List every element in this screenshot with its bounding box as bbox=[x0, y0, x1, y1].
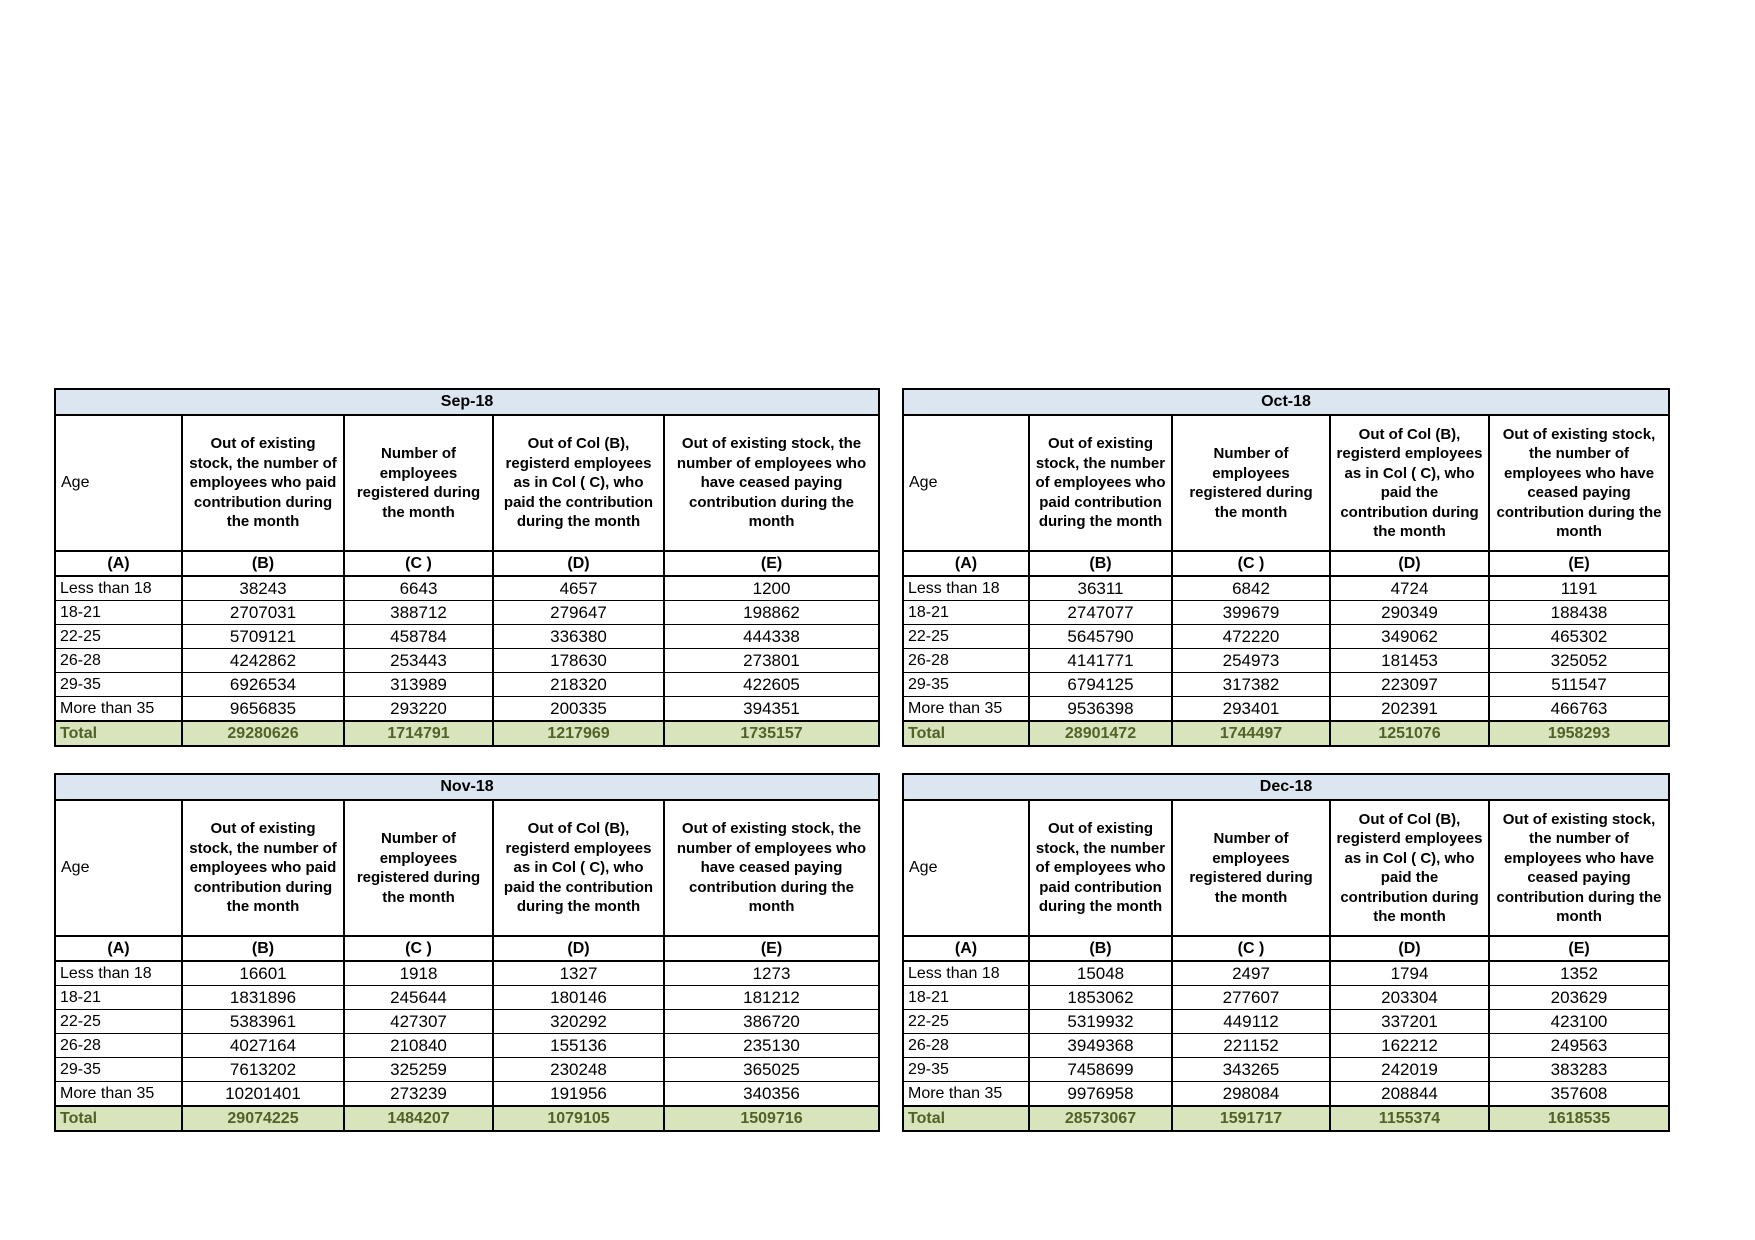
value-cell: 1352 bbox=[1489, 961, 1669, 986]
total-value: 1618535 bbox=[1489, 1106, 1669, 1131]
col-letter-b: (B) bbox=[1029, 551, 1172, 576]
value-cell: 349062 bbox=[1330, 625, 1489, 649]
table-row bbox=[55, 1010, 879, 1034]
col-letter-c: (C ) bbox=[344, 551, 493, 576]
table-title: Dec-18 bbox=[903, 774, 1669, 800]
value-cell: 2497 bbox=[1172, 961, 1330, 986]
col-letter-c: (C ) bbox=[1172, 936, 1330, 961]
value-cell: 293401 bbox=[1172, 697, 1330, 722]
total-value: 1217969 bbox=[493, 721, 664, 746]
value-cell: 277607 bbox=[1172, 986, 1330, 1010]
col-letter-d: (D) bbox=[493, 551, 664, 576]
col-letter-a: (A) bbox=[903, 936, 1029, 961]
age-label: 29-35 bbox=[903, 1058, 1029, 1082]
table-row bbox=[903, 697, 1669, 722]
total-value: 28901472 bbox=[1029, 721, 1172, 746]
age-label: Less than 18 bbox=[55, 576, 182, 601]
total-value: 1251076 bbox=[1330, 721, 1489, 746]
total-value: 29074225 bbox=[182, 1106, 344, 1131]
data-table bbox=[54, 773, 880, 1132]
age-label: Less than 18 bbox=[55, 961, 182, 986]
value-cell: 320292 bbox=[493, 1010, 664, 1034]
value-cell: 465302 bbox=[1489, 625, 1669, 649]
value-cell: 273239 bbox=[344, 1082, 493, 1107]
table-row bbox=[903, 1082, 1669, 1107]
col-header-e: Out of existing stock, the number of employees who have ceased paying contribution during the month bbox=[664, 415, 879, 551]
age-label: More than 35 bbox=[55, 697, 182, 722]
value-cell: 365025 bbox=[664, 1058, 879, 1082]
value-cell: 178630 bbox=[493, 649, 664, 673]
col-header-b: Out of existing stock, the number of employees who paid contribution during the month bbox=[182, 415, 344, 551]
value-cell: 3949368 bbox=[1029, 1034, 1172, 1058]
value-cell: 249563 bbox=[1489, 1034, 1669, 1058]
table-row bbox=[55, 673, 879, 697]
col-header-b: Out of existing stock, the number of employees who paid contribution during the month bbox=[182, 800, 344, 936]
col-header-c: Number of employees registered during the month bbox=[344, 415, 493, 551]
value-cell: 9536398 bbox=[1029, 697, 1172, 722]
table-row bbox=[903, 601, 1669, 625]
value-cell: 422605 bbox=[664, 673, 879, 697]
value-cell: 245644 bbox=[344, 986, 493, 1010]
value-cell: 203304 bbox=[1330, 986, 1489, 1010]
col-header-c: Number of employees registered during the month bbox=[1172, 800, 1330, 936]
value-cell: 325052 bbox=[1489, 649, 1669, 673]
value-cell: 298084 bbox=[1172, 1082, 1330, 1107]
col-letter-e: (E) bbox=[1489, 551, 1669, 576]
col-letter-e: (E) bbox=[664, 936, 879, 961]
value-cell: 38243 bbox=[182, 576, 344, 601]
value-cell: 208844 bbox=[1330, 1082, 1489, 1107]
table-row bbox=[55, 697, 879, 722]
age-label: Less than 18 bbox=[903, 961, 1029, 986]
value-cell: 383283 bbox=[1489, 1058, 1669, 1082]
age-label: 22-25 bbox=[55, 1010, 182, 1034]
value-cell: 188438 bbox=[1489, 601, 1669, 625]
age-label: 18-21 bbox=[55, 986, 182, 1010]
total-value: 1958293 bbox=[1489, 721, 1669, 746]
table-row bbox=[903, 986, 1669, 1010]
value-cell: 203629 bbox=[1489, 986, 1669, 1010]
col-header-d: Out of Col (B), registerd employees as in Col ( C), who paid the contribution during the month bbox=[493, 415, 664, 551]
total-value: 1484207 bbox=[344, 1106, 493, 1131]
total-label: Total bbox=[903, 721, 1029, 746]
value-cell: 16601 bbox=[182, 961, 344, 986]
value-cell: 343265 bbox=[1172, 1058, 1330, 1082]
value-cell: 181212 bbox=[664, 986, 879, 1010]
col-letter-e: (E) bbox=[1489, 936, 1669, 961]
table-row bbox=[55, 601, 879, 625]
table-row bbox=[903, 961, 1669, 986]
age-label: 26-28 bbox=[55, 1034, 182, 1058]
total-value: 1735157 bbox=[664, 721, 879, 746]
total-value: 1591717 bbox=[1172, 1106, 1330, 1131]
total-row bbox=[55, 1106, 879, 1131]
value-cell: 5319932 bbox=[1029, 1010, 1172, 1034]
value-cell: 357608 bbox=[1489, 1082, 1669, 1107]
total-row bbox=[55, 721, 879, 746]
value-cell: 162212 bbox=[1330, 1034, 1489, 1058]
value-cell: 293220 bbox=[344, 697, 493, 722]
value-cell: 235130 bbox=[664, 1034, 879, 1058]
value-cell: 511547 bbox=[1489, 673, 1669, 697]
table-row bbox=[55, 1034, 879, 1058]
age-label: More than 35 bbox=[903, 1082, 1029, 1107]
value-cell: 1200 bbox=[664, 576, 879, 601]
col-header-age: Age bbox=[903, 800, 1029, 936]
table-row bbox=[55, 961, 879, 986]
data-table bbox=[54, 388, 880, 747]
total-row bbox=[903, 1106, 1669, 1131]
month-table-dec18 bbox=[902, 773, 1668, 1132]
value-cell: 5383961 bbox=[182, 1010, 344, 1034]
table-title: Oct-18 bbox=[903, 389, 1669, 415]
value-cell: 273801 bbox=[664, 649, 879, 673]
col-header-c: Number of employees registered during the month bbox=[344, 800, 493, 936]
col-header-c: Number of employees registered during the month bbox=[1172, 415, 1330, 551]
value-cell: 1327 bbox=[493, 961, 664, 986]
value-cell: 218320 bbox=[493, 673, 664, 697]
col-header-d: Out of Col (B), registerd employees as in Col ( C), who paid the contribution during the month bbox=[1330, 800, 1489, 936]
value-cell: 200335 bbox=[493, 697, 664, 722]
value-cell: 458784 bbox=[344, 625, 493, 649]
table-row bbox=[55, 649, 879, 673]
col-header-b: Out of existing stock, the number of employees who paid contribution during the month bbox=[1029, 800, 1172, 936]
value-cell: 4027164 bbox=[182, 1034, 344, 1058]
col-header-age: Age bbox=[55, 800, 182, 936]
data-table bbox=[902, 388, 1670, 747]
total-row bbox=[903, 721, 1669, 746]
value-cell: 181453 bbox=[1330, 649, 1489, 673]
value-cell: 290349 bbox=[1330, 601, 1489, 625]
value-cell: 7613202 bbox=[182, 1058, 344, 1082]
table-row bbox=[903, 673, 1669, 697]
value-cell: 9656835 bbox=[182, 697, 344, 722]
age-label: 26-28 bbox=[903, 649, 1029, 673]
value-cell: 4724 bbox=[1330, 576, 1489, 601]
table-title: Sep-18 bbox=[55, 389, 879, 415]
total-value: 29280626 bbox=[182, 721, 344, 746]
value-cell: 191956 bbox=[493, 1082, 664, 1107]
value-cell: 340356 bbox=[664, 1082, 879, 1107]
value-cell: 337201 bbox=[1330, 1010, 1489, 1034]
age-label: 29-35 bbox=[55, 1058, 182, 1082]
report-content bbox=[54, 388, 1668, 1132]
total-label: Total bbox=[903, 1106, 1029, 1131]
value-cell: 4242862 bbox=[182, 649, 344, 673]
col-letter-d: (D) bbox=[493, 936, 664, 961]
value-cell: 386720 bbox=[664, 1010, 879, 1034]
table-row bbox=[55, 576, 879, 601]
value-cell: 4657 bbox=[493, 576, 664, 601]
total-value: 1744497 bbox=[1172, 721, 1330, 746]
age-label: 26-28 bbox=[55, 649, 182, 673]
age-label: 18-21 bbox=[903, 986, 1029, 1010]
col-letter-a: (A) bbox=[55, 936, 182, 961]
value-cell: 7458699 bbox=[1029, 1058, 1172, 1082]
value-cell: 325259 bbox=[344, 1058, 493, 1082]
value-cell: 444338 bbox=[664, 625, 879, 649]
age-label: More than 35 bbox=[903, 697, 1029, 722]
age-label: 18-21 bbox=[55, 601, 182, 625]
value-cell: 449112 bbox=[1172, 1010, 1330, 1034]
value-cell: 336380 bbox=[493, 625, 664, 649]
value-cell: 198862 bbox=[664, 601, 879, 625]
value-cell: 180146 bbox=[493, 986, 664, 1010]
month-table-sep18 bbox=[54, 388, 878, 747]
table-row bbox=[55, 986, 879, 1010]
value-cell: 1794 bbox=[1330, 961, 1489, 986]
month-table-nov18 bbox=[54, 773, 878, 1132]
value-cell: 427307 bbox=[344, 1010, 493, 1034]
value-cell: 223097 bbox=[1330, 673, 1489, 697]
col-letter-b: (B) bbox=[1029, 936, 1172, 961]
value-cell: 394351 bbox=[664, 697, 879, 722]
col-letter-c: (C ) bbox=[344, 936, 493, 961]
value-cell: 466763 bbox=[1489, 697, 1669, 722]
age-label: Less than 18 bbox=[903, 576, 1029, 601]
value-cell: 155136 bbox=[493, 1034, 664, 1058]
tables-grid bbox=[54, 388, 1668, 1132]
col-letter-d: (D) bbox=[1330, 936, 1489, 961]
value-cell: 253443 bbox=[344, 649, 493, 673]
value-cell: 210840 bbox=[344, 1034, 493, 1058]
table-row bbox=[903, 649, 1669, 673]
col-letter-b: (B) bbox=[182, 936, 344, 961]
value-cell: 472220 bbox=[1172, 625, 1330, 649]
value-cell: 6842 bbox=[1172, 576, 1330, 601]
col-letter-a: (A) bbox=[903, 551, 1029, 576]
value-cell: 6643 bbox=[344, 576, 493, 601]
table-row bbox=[903, 576, 1669, 601]
age-label: 18-21 bbox=[903, 601, 1029, 625]
value-cell: 1918 bbox=[344, 961, 493, 986]
value-cell: 313989 bbox=[344, 673, 493, 697]
value-cell: 10201401 bbox=[182, 1082, 344, 1107]
table-row bbox=[55, 1058, 879, 1082]
col-header-b: Out of existing stock, the number of employees who paid contribution during the month bbox=[1029, 415, 1172, 551]
col-header-e: Out of existing stock, the number of employees who have ceased paying contribution during the month bbox=[1489, 415, 1669, 551]
age-label: 22-25 bbox=[903, 1010, 1029, 1034]
age-label: 22-25 bbox=[903, 625, 1029, 649]
value-cell: 6794125 bbox=[1029, 673, 1172, 697]
value-cell: 15048 bbox=[1029, 961, 1172, 986]
age-label: 29-35 bbox=[55, 673, 182, 697]
age-label: 26-28 bbox=[903, 1034, 1029, 1058]
col-letter-b: (B) bbox=[182, 551, 344, 576]
value-cell: 399679 bbox=[1172, 601, 1330, 625]
value-cell: 5645790 bbox=[1029, 625, 1172, 649]
total-label: Total bbox=[55, 1106, 182, 1131]
col-header-e: Out of existing stock, the number of employees who have ceased paying contribution during the month bbox=[1489, 800, 1669, 936]
value-cell: 2707031 bbox=[182, 601, 344, 625]
value-cell: 6926534 bbox=[182, 673, 344, 697]
value-cell: 5709121 bbox=[182, 625, 344, 649]
value-cell: 1191 bbox=[1489, 576, 1669, 601]
value-cell: 1853062 bbox=[1029, 986, 1172, 1010]
total-value: 1509716 bbox=[664, 1106, 879, 1131]
age-label: More than 35 bbox=[55, 1082, 182, 1107]
total-value: 1155374 bbox=[1330, 1106, 1489, 1131]
age-label: 29-35 bbox=[903, 673, 1029, 697]
col-letter-c: (C ) bbox=[1172, 551, 1330, 576]
value-cell: 1831896 bbox=[182, 986, 344, 1010]
value-cell: 317382 bbox=[1172, 673, 1330, 697]
table-row bbox=[903, 1034, 1669, 1058]
value-cell: 1273 bbox=[664, 961, 879, 986]
age-label: 22-25 bbox=[55, 625, 182, 649]
col-header-e: Out of existing stock, the number of employees who have ceased paying contribution during the month bbox=[664, 800, 879, 936]
col-letter-a: (A) bbox=[55, 551, 182, 576]
value-cell: 202391 bbox=[1330, 697, 1489, 722]
value-cell: 2747077 bbox=[1029, 601, 1172, 625]
value-cell: 242019 bbox=[1330, 1058, 1489, 1082]
table-row bbox=[903, 625, 1669, 649]
total-label: Total bbox=[55, 721, 182, 746]
value-cell: 230248 bbox=[493, 1058, 664, 1082]
table-row bbox=[903, 1010, 1669, 1034]
value-cell: 36311 bbox=[1029, 576, 1172, 601]
value-cell: 4141771 bbox=[1029, 649, 1172, 673]
col-header-age: Age bbox=[903, 415, 1029, 551]
table-row bbox=[903, 1058, 1669, 1082]
total-value: 28573067 bbox=[1029, 1106, 1172, 1131]
col-header-age: Age bbox=[55, 415, 182, 551]
table-title: Nov-18 bbox=[55, 774, 879, 800]
data-table bbox=[902, 773, 1670, 1132]
value-cell: 9976958 bbox=[1029, 1082, 1172, 1107]
value-cell: 423100 bbox=[1489, 1010, 1669, 1034]
col-header-d: Out of Col (B), registerd employees as in Col ( C), who paid the contribution during the month bbox=[493, 800, 664, 936]
value-cell: 254973 bbox=[1172, 649, 1330, 673]
table-row bbox=[55, 1082, 879, 1107]
col-header-d: Out of Col (B), registerd employees as in Col ( C), who paid the contribution during the month bbox=[1330, 415, 1489, 551]
col-letter-d: (D) bbox=[1330, 551, 1489, 576]
total-value: 1079105 bbox=[493, 1106, 664, 1131]
value-cell: 221152 bbox=[1172, 1034, 1330, 1058]
col-letter-e: (E) bbox=[664, 551, 879, 576]
total-value: 1714791 bbox=[344, 721, 493, 746]
value-cell: 388712 bbox=[344, 601, 493, 625]
value-cell: 279647 bbox=[493, 601, 664, 625]
table-row bbox=[55, 625, 879, 649]
month-table-oct18 bbox=[902, 388, 1668, 747]
